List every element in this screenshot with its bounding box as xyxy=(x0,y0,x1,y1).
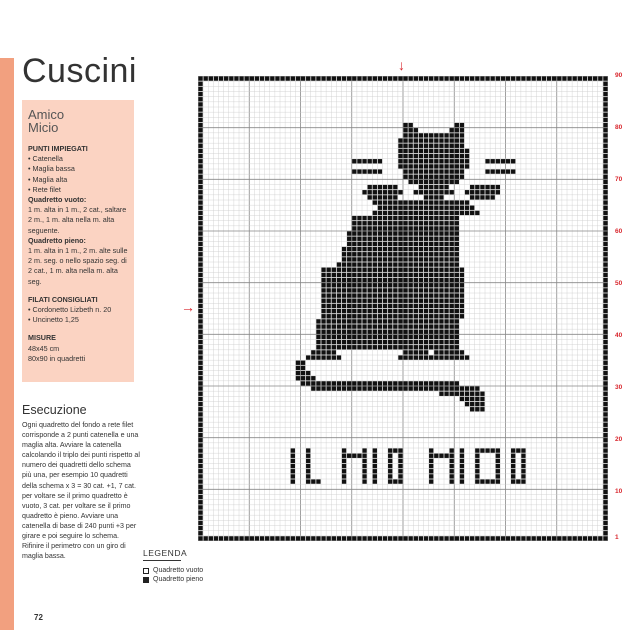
chart-svg xyxy=(198,76,608,541)
misure-label: MISURE xyxy=(28,333,56,343)
empty-square-icon xyxy=(143,568,149,574)
punti-item: • Maglia alta xyxy=(28,174,68,184)
filati-label: FILATI CONSIGLIATI xyxy=(28,294,98,304)
esecuzione-text: Ogni quadretto del fondo a rete filet corrisponde a 2 punti catenella e una maglia alta. Avviare la catenella calcolando il triplo dei punti rispetto al numero dei quadretti dello schema più una, per esempio 10 quadretti della schema x 3 = 30 cat. +1, 7 cat. per voltare se il primo quadretto è vuoto, 3 cat. per voltare se il primo quadretto è pieno. Avviare una catenella di base di 240 punti +3 per girare e poi seguire lo schema. Rifinire il perimetro con un giro di maglia bassa. xyxy=(22,421,140,561)
page-title: Cuscini xyxy=(22,52,137,90)
punti-item: • Maglia bassa xyxy=(28,164,75,174)
punti-item: • Rete filet xyxy=(28,184,61,194)
page-number: 72 xyxy=(34,613,43,622)
row-label: 1 xyxy=(615,534,619,541)
legend-title: LEGENDA xyxy=(143,548,181,561)
row-label: 60 xyxy=(615,228,623,235)
filati-item: • Uncinetto 1,25 xyxy=(28,315,79,325)
misure-item: 80x90 in quadretti xyxy=(28,353,86,363)
row-label: 70 xyxy=(615,176,623,183)
row-label: 10 xyxy=(615,488,623,495)
pattern-name: Amico Micio xyxy=(28,107,65,135)
legend xyxy=(143,548,203,585)
side-arrow-icon: → xyxy=(181,299,195,315)
legend-empty-label: Quadretto vuoto xyxy=(153,567,204,574)
legend-full-label: Quadretto pieno xyxy=(153,576,204,583)
legend-empty xyxy=(143,567,203,574)
row-label: 80 xyxy=(615,124,623,131)
filati-item: • Cordonetto Lizbeth n. 20 xyxy=(28,305,112,315)
row-label: 40 xyxy=(615,332,623,339)
row-label: 50 xyxy=(615,280,623,287)
vuoto-label: Quadretto vuoto: xyxy=(28,195,87,205)
punti-item: • Catenella xyxy=(28,154,63,164)
filled-square-icon xyxy=(143,577,149,583)
info-box xyxy=(22,100,134,382)
row-label: 20 xyxy=(615,436,623,443)
filet-chart xyxy=(198,76,608,541)
esecuzione-title: Esecuzione xyxy=(22,403,87,417)
vuoto-text: 1 m. alta in 1 m., 2 cat., saltare 2 m., 1 m. alta nella m. alta seguente. xyxy=(28,205,127,235)
row-label: 90 xyxy=(615,72,623,79)
punti-label: PUNTI IMPIEGATI xyxy=(28,144,88,153)
row-label: 30 xyxy=(615,384,623,391)
misure-item: 48x45 cm xyxy=(28,343,60,353)
legend-full xyxy=(143,576,203,583)
accent-bar xyxy=(0,58,14,630)
pieno-label: Quadretto pieno: xyxy=(28,235,86,245)
top-arrow-icon: ↓ xyxy=(398,57,405,73)
pieno-text: 1 m. alta in 1 m., 2 m. alte sulle 2 m. seg. o nello spazio seg. di 2 cat., 1 m. alta nella m. alta seg. xyxy=(28,246,128,286)
